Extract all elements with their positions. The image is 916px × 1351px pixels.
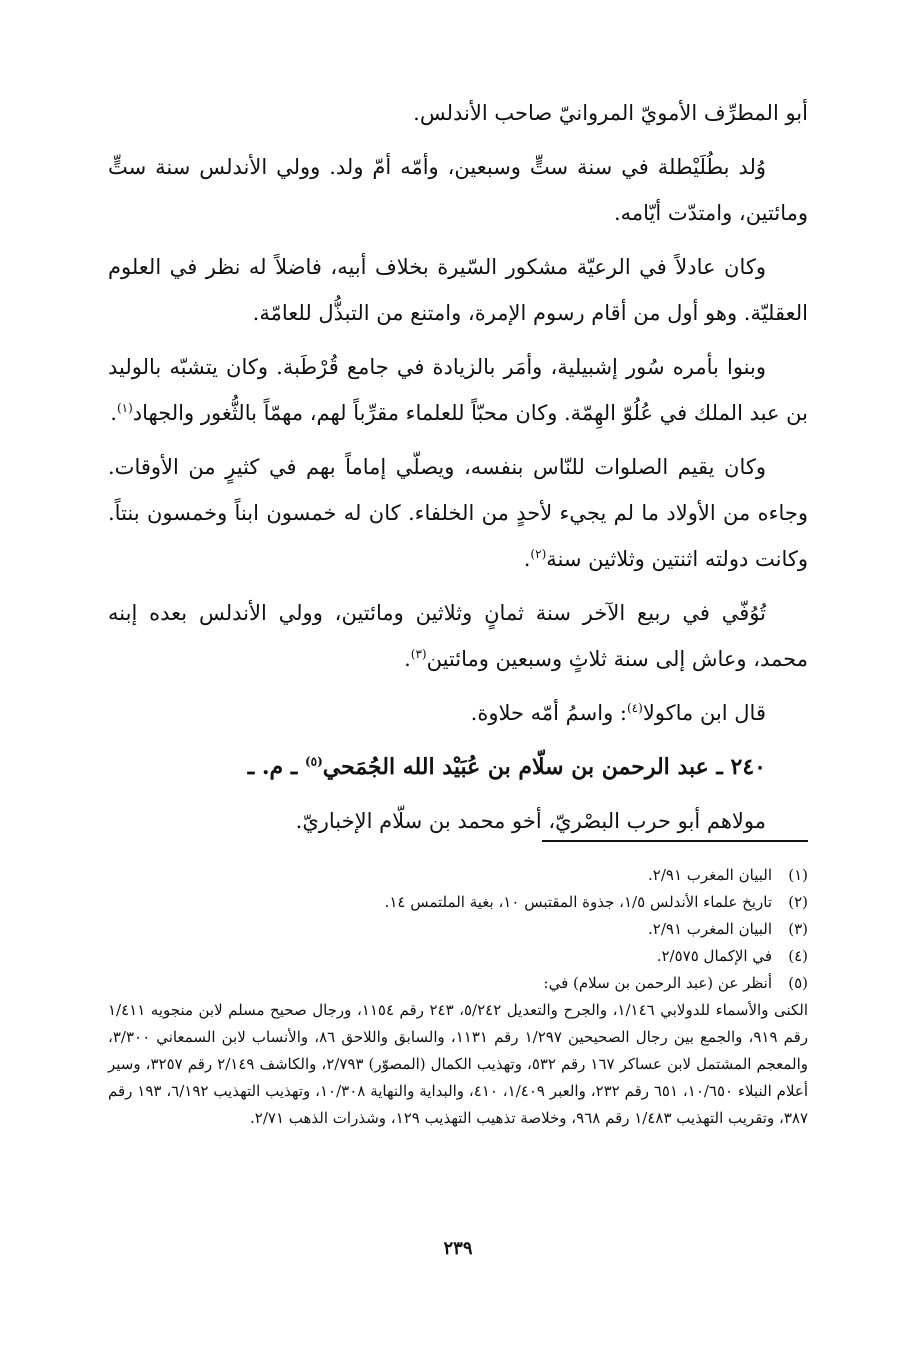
paragraph-2: وُلد بطُلَيْطلة في سنة ستٍّ وسبعين، وأمّه أمّ ولد. وولي الأندلس سنة ستٍّ ومائتين، وامتدّت أيّامه. <box>108 155 808 225</box>
paragraph-6 <box>108 590 808 682</box>
footnote-5-intro-line <box>108 970 808 997</box>
footnote-number: (٥) <box>788 974 808 992</box>
paragraph-6-end: . <box>404 647 411 671</box>
entry-heading-suffix: ـ م. ـ <box>247 754 305 780</box>
footnote-text: البيان المغرب ٢/٩١. <box>648 920 772 938</box>
paragraph-4-end: . <box>110 401 117 425</box>
entry-heading-text: ٢٤٠ ـ عبد الرحمن بن سلّام بن عُبَيْد الله الجُمَحي <box>322 754 766 780</box>
paragraph-7-rest: : واسمُ أمّه حلاوة. <box>470 701 627 725</box>
entry-line: مولاهم أبو حرب البصْريّ، أخو محمد بن سلّام الإخباريّ. <box>295 809 766 833</box>
footnote-2 <box>108 889 808 916</box>
paragraph-7-text: قال ابن ماكولا <box>642 701 766 725</box>
paragraph-5-text: وكان يقيم الصلوات للنّاس بنفسه، ويصلّي إماماً بهم في كثيرٍ من الأوقات. وجاءه من الأولاد ما لم يجيء لأحدٍ من الخلفاء. كان له خمسون ابناً وخمسون بنتاً. وكانت دولته اثنتين وثلاثين سنة <box>108 455 808 571</box>
paragraph-5-end: . <box>523 547 531 571</box>
footnote-1 <box>108 862 808 889</box>
footnote-5-text: الكنى والأسماء للدولابي ١/١٤٦، والجرح والتعديل ٥/٢٤٢، ٢٤٣ رقم ١١٥٤، ورجال صحيح مسلم لابن منجويه ١/٤١١ رقم ٩١٩، والجمع بين رجال الصحيحين ١/٢٩٧ رقم ١١٣١، والسابق واللاحق ٨٦، والأنساب لابن السمعاني ٣/٣٠٠، والمعجم المشتمل لابن عساكر ١٦٧ رقم ٥٣٢، وتهذيب الكمال (المصوّر) ٢/٧٩٣، والكاشف ٢/١٤٩ رقم ٣٢٥٧، وسير أعلام النبلاء ١٠/٦٥٠، ٦٥١ رقم ٢٣٢، والعبر ١/٤٠٩، ٤١٠، والبداية والنهاية ١٠/٣٠٨، وتهذيب التهذيب ٦/١٩٢، ١٩٣ رقم ٣٨٧، وتقريب التهذيب ١/٤٨٣ رقم ٩٦٨، وخلاصة تذهيب التهذيب ١٢٩، وشذرات الذهب ٢/٧١. <box>108 1001 809 1127</box>
footnotes <box>108 862 808 1132</box>
footnote-number: (٤) <box>788 947 808 965</box>
footnote-number: (١) <box>788 866 808 884</box>
paragraph-6-text: تُوُفّي في ربيع الآخر سنة ثمانٍ وثلاثين ومائتين، وولي الأندلس بعده إبنه محمد، وعاش إلى سنة ثلاثٍ وسبعين ومائتين <box>108 601 808 671</box>
footnote-divider <box>542 840 808 842</box>
paragraph-7 <box>108 690 808 736</box>
footnote-5-intro: أنظر عن (عبد الرحمن بن سلام) في: <box>543 974 772 992</box>
paragraph-3: وكان عادلاً في الرعيّة مشكور السّيرة بخلاف أبيه، فاضلاً له نظر في العلوم العقليّة. وهو أول من أقام رسوم الإمرة، وامتنع من التبذُّل للعامّة. <box>108 255 808 325</box>
footnote-text: تاريخ علماء الأندلس ١/٥، جذوة المقتبس ١٠، بغية الملتمس ١٤. <box>384 893 772 911</box>
entry-heading <box>108 744 808 790</box>
footnote-text: البيان المغرب ٢/٩١. <box>648 866 772 884</box>
page-number: ٢٣٩ <box>443 1238 473 1259</box>
footnote-ref-5: (٥) <box>304 754 323 769</box>
main-text <box>108 90 808 852</box>
paragraph-5 <box>108 444 808 582</box>
paragraph-4 <box>108 344 808 436</box>
footnote-ref-4: (٤) <box>626 701 643 715</box>
paragraph-4-text: وبنوا بأمره سُور إشبيلية، وأمَر بالزيادة في جامع قُرْطَبة. وكان يتشبّه بالوليد بن عبد الملك في عُلُوّ الهِمّة. وكان محبّاً للعلماء مقرِّباً لهم، مهمّاً بالثُّغور والجهاد <box>108 355 808 425</box>
paragraph-1: أبو المطرِّف الأمويّ المروانيّ صاحب الأندلس. <box>413 101 808 125</box>
footnote-ref-1: (١) <box>116 401 133 415</box>
footnote-ref-2: (٢) <box>530 547 547 561</box>
footnote-4 <box>108 943 808 970</box>
footnote-ref-3: (٣) <box>410 647 427 661</box>
footnote-3 <box>108 916 808 943</box>
footnote-number: (٢) <box>788 893 808 911</box>
footnote-number: (٣) <box>788 920 808 938</box>
footnote-text: في الإكمال ٢/٥٧٥. <box>656 947 772 965</box>
footnote-5 <box>108 970 808 1132</box>
